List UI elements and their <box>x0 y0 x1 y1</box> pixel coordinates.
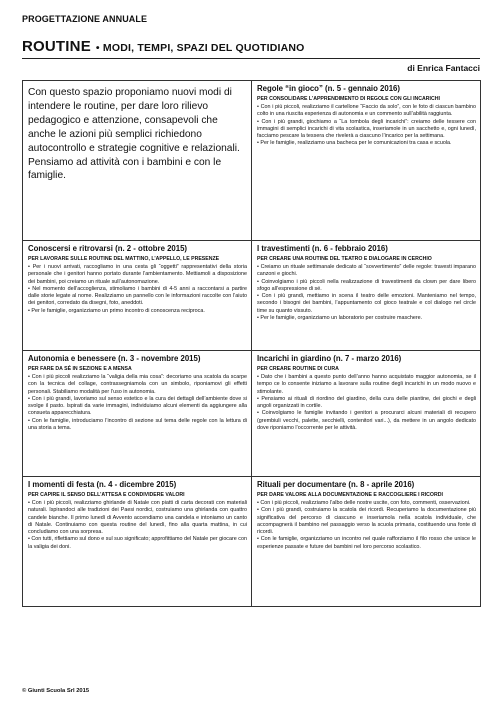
cell-paragraph: • Con i più grandi, mettiamo in scena il teatro delle emozioni. Manteniamo nel tempo, secondo i bisogni dei bambini, l’appuntamento col gioco teatrale e col dialogo nel circle time su quanto vissuto. <box>257 293 476 314</box>
cell-paragraph: • Creiamo un rituale settimanale dedicato al “sovvertimento” delle regole: travesti imparano canzoni e giochi. <box>257 264 476 278</box>
author-byline: di Enrica Fantacci <box>407 63 480 73</box>
cell-subtitle: PER CONSOLIDARE L’APPRENDIMENTO DI REGOLE CON GLI INCARICHI <box>257 96 440 102</box>
cell-paragraph: • Per i nuovi arrivati, raccogliamo in una cesta gli “oggetti” rappresentativi della storia personale che i genitori hanno portato durante l’ambientamento. Mettiamoli a disposizione dei bambini, poi creiamo un rituale sull’autonomazione. <box>28 264 247 285</box>
cell-title: Incarichi in giardino (n. 7 - marzo 2016) <box>257 354 402 363</box>
cell-title: Regole “in gioco” (n. 5 - gennaio 2016) <box>257 84 400 93</box>
title-line <box>22 38 480 59</box>
cell-paragraph: • Per le famiglie, organizziamo un primo incontro di conoscenza reciproca. <box>28 307 205 314</box>
cell-subtitle: PER LAVORARE SULLE ROUTINE DEL MATTINO, L’APPELLO, LE PRESENZE <box>28 256 220 262</box>
cell-title: Autonomia e benessere (n. 3 - novembre 2015) <box>28 354 201 363</box>
routine-cell <box>23 351 252 477</box>
cell-paragraph: • Pensiamo ai rituali di riordino del giardino, della cura delle piantine, dei giochi e degli angoli organizzati in cortile. <box>257 395 476 410</box>
routine-cell <box>252 241 481 351</box>
page-subtitle: • MODI, TEMPI, SPAZI DEL QUOTIDIANO <box>95 42 305 54</box>
cell-body <box>257 500 476 551</box>
cell-paragraph: • Per le famiglie, organizziamo un laboratorio per costruire maschere. <box>257 314 423 321</box>
cell-paragraph: • Dato che i bambini a questo punto dell’anno hanno acquistato maggior autonomia, se il tempo ce lo consente iniziamo a lavorare sulla routine degli incarichi in un modo nuovo e stimolante. <box>257 374 476 395</box>
routine-cell <box>252 81 481 241</box>
routine-cell <box>252 477 481 607</box>
cell-body <box>257 264 476 322</box>
cell-paragraph: • Con i più piccoli, realizziamo l’albo delle nostre uscite, con foto, commenti, osservazioni. <box>257 500 471 507</box>
cell-title: I momenti di festa (n. 4 - dicembre 2015) <box>28 480 177 489</box>
cell-paragraph: • Con i più piccoli, realizziamo ghirlande di Natale con piatti di carta decorati con materiali naturali. Ispirandoci alle tradizioni dei Paesi nordici, costruiamo una ghirlanda con quattro candele bianche. Il primo lunedì di Avvento accendiamo una candela e intoniamo un canto di Natale. Continuiamo con questa routine del lunedì, fino alla quarta mattina, in cui concludiamo con una sorpresa. <box>28 500 247 536</box>
cell-paragraph: • Con le famiglie, introduciamo l’incontro di sezione sul tema delle regole con la lettura di una storia a tema. <box>28 417 247 431</box>
cell-paragraph: • Per le famiglie, realizziamo una bacheca per le comunicazioni tra casa e scuola. <box>257 140 452 147</box>
intro-text: Con questo spazio proponiamo nuovi modi di intendere le routine, per dare loro rilievo pedagogico e attenzione, consapevoli che anche le azioni più semplici richiedono autocontrollo e strategie cognitive e relazionali. Pensiamo ad attività con i bambini e con le famiglie. <box>28 87 240 182</box>
cell-paragraph: • Coinvolgiamo le famiglie invitando i genitori a procurarci alcuni materiali di recupero (grembiuli vecchi, palette, secchielli, contenitori vari...), da mettere in un angolo dedicato dove riponiamo l’occorrente per le attività. <box>257 410 476 431</box>
cell-subtitle: PER DARE VALORE ALLA DOCUMENTAZIONE E RACCOGLIERE I RICORDI <box>257 492 443 498</box>
cell-subtitle: PER FARE DA SÉ IN SEZIONE E A MENSA <box>28 366 132 372</box>
cell-title: Rituali per documentare (n. 8 - aprile 2016) <box>257 480 415 489</box>
cell-title: I travestimenti (n. 6 - febbraio 2016) <box>257 244 388 253</box>
cell-paragraph: • Con i più grandi, lavoriamo sul senso estetico e la cura dei dettagli dell’ambiente dove si svolge il pasto. Ispirati da varie immagini, individuiamo alcuni elementi da aggiungere alla consueta apparecchiatura. <box>28 395 247 417</box>
cell-body <box>28 264 247 315</box>
cell-paragraph: • Con i più piccoli, realizziamo il cartellone “Faccio da solo”, con le foto di ciascun bambino colto in una riuscita esperienza di autonomia e un commento sull’abilità raggiunta. <box>257 104 476 118</box>
routine-cell <box>23 241 252 351</box>
cell-paragraph: • Con i più grandi, giochiamo a “La tombola degli incarichi”: creiamo delle tessere con immagini di semplici incarichi di vita scolastica, inseriamole in un sacchetto e, ogni lunedì, facciamo pescare la tessera che rivelerà a ciascuno l’incarico per la settimana. <box>257 118 476 140</box>
cell-subtitle: PER CAPIRE IL SENSO DELL’ATTESA E CONDIVIDERE VALORI <box>28 492 185 498</box>
cell-paragraph: • Con tutti, riflettiamo sul dono e sul suo significato; approfittiamo del Natale per giocare con la valigia dei doni. <box>28 536 247 550</box>
section-kicker: PROGETTAZIONE ANNUALE <box>22 14 148 24</box>
cell-paragraph: • Nel momento dell’accoglienza, stimoliamo i bambini di 4-5 anni a raccontarsi a partire dalle storie legate al nome. Realizziamo un pannello con le informazioni raccolte con l’aiuto dei genitori, corredato da disegni, foto, aneddoti. <box>28 285 247 307</box>
cell-body <box>257 104 476 148</box>
cell-body <box>28 500 247 551</box>
cell-title: Conoscersi e ritrovarsi (n. 2 - ottobre 2015) <box>28 244 188 253</box>
cell-subtitle: PER CREARE UNA ROUTINE DEL TEATRO E DIALOGARE IN CERCHIO <box>257 256 432 262</box>
cell-paragraph: • Coinvolgiamo i più piccoli nella realizzazione di travestimenti da clown per dare libero sfogo all’espressione di sé. <box>257 278 476 292</box>
document-page <box>22 14 480 694</box>
cell-paragraph: • Con i più piccoli realizziamo la “valigia della mia cosa”: decoriamo una scatola da scarpe con la tecnica del collage, contrassegniamola con un simbolo, riponiamovi gli effetti personali. Stabiliamo modalità per l’uso in autonomia. <box>28 374 247 395</box>
page-title: ROUTINE <box>22 38 91 55</box>
cell-paragraph: • Con i più grandi, costruiamo la scatola dei ricordi. Recuperiamo la documentazione più significativa del percorso di ciascuno e inseriamola nella scatola individuale, che accompagnerà il bambino nel passaggio verso la scuola primaria, costituendo una fonte di ricordi. <box>257 507 476 536</box>
cell-body <box>28 374 247 432</box>
intro-cell <box>23 81 252 241</box>
routine-cell <box>23 477 252 607</box>
routine-cell <box>252 351 481 477</box>
routine-grid <box>22 80 481 607</box>
cell-body <box>257 374 476 432</box>
cell-subtitle: PER CREARE ROUTINE DI CURA <box>257 366 339 372</box>
copyright-footer: © Giunti Scuola Srl 2015 <box>22 688 90 694</box>
cell-paragraph: • Con le famiglie, organizziamo un incontro nel quale rafforziamo il filo rosso che unisce le esperienze passate e future dei bambini nel loro percorso scolastico. <box>257 536 476 550</box>
